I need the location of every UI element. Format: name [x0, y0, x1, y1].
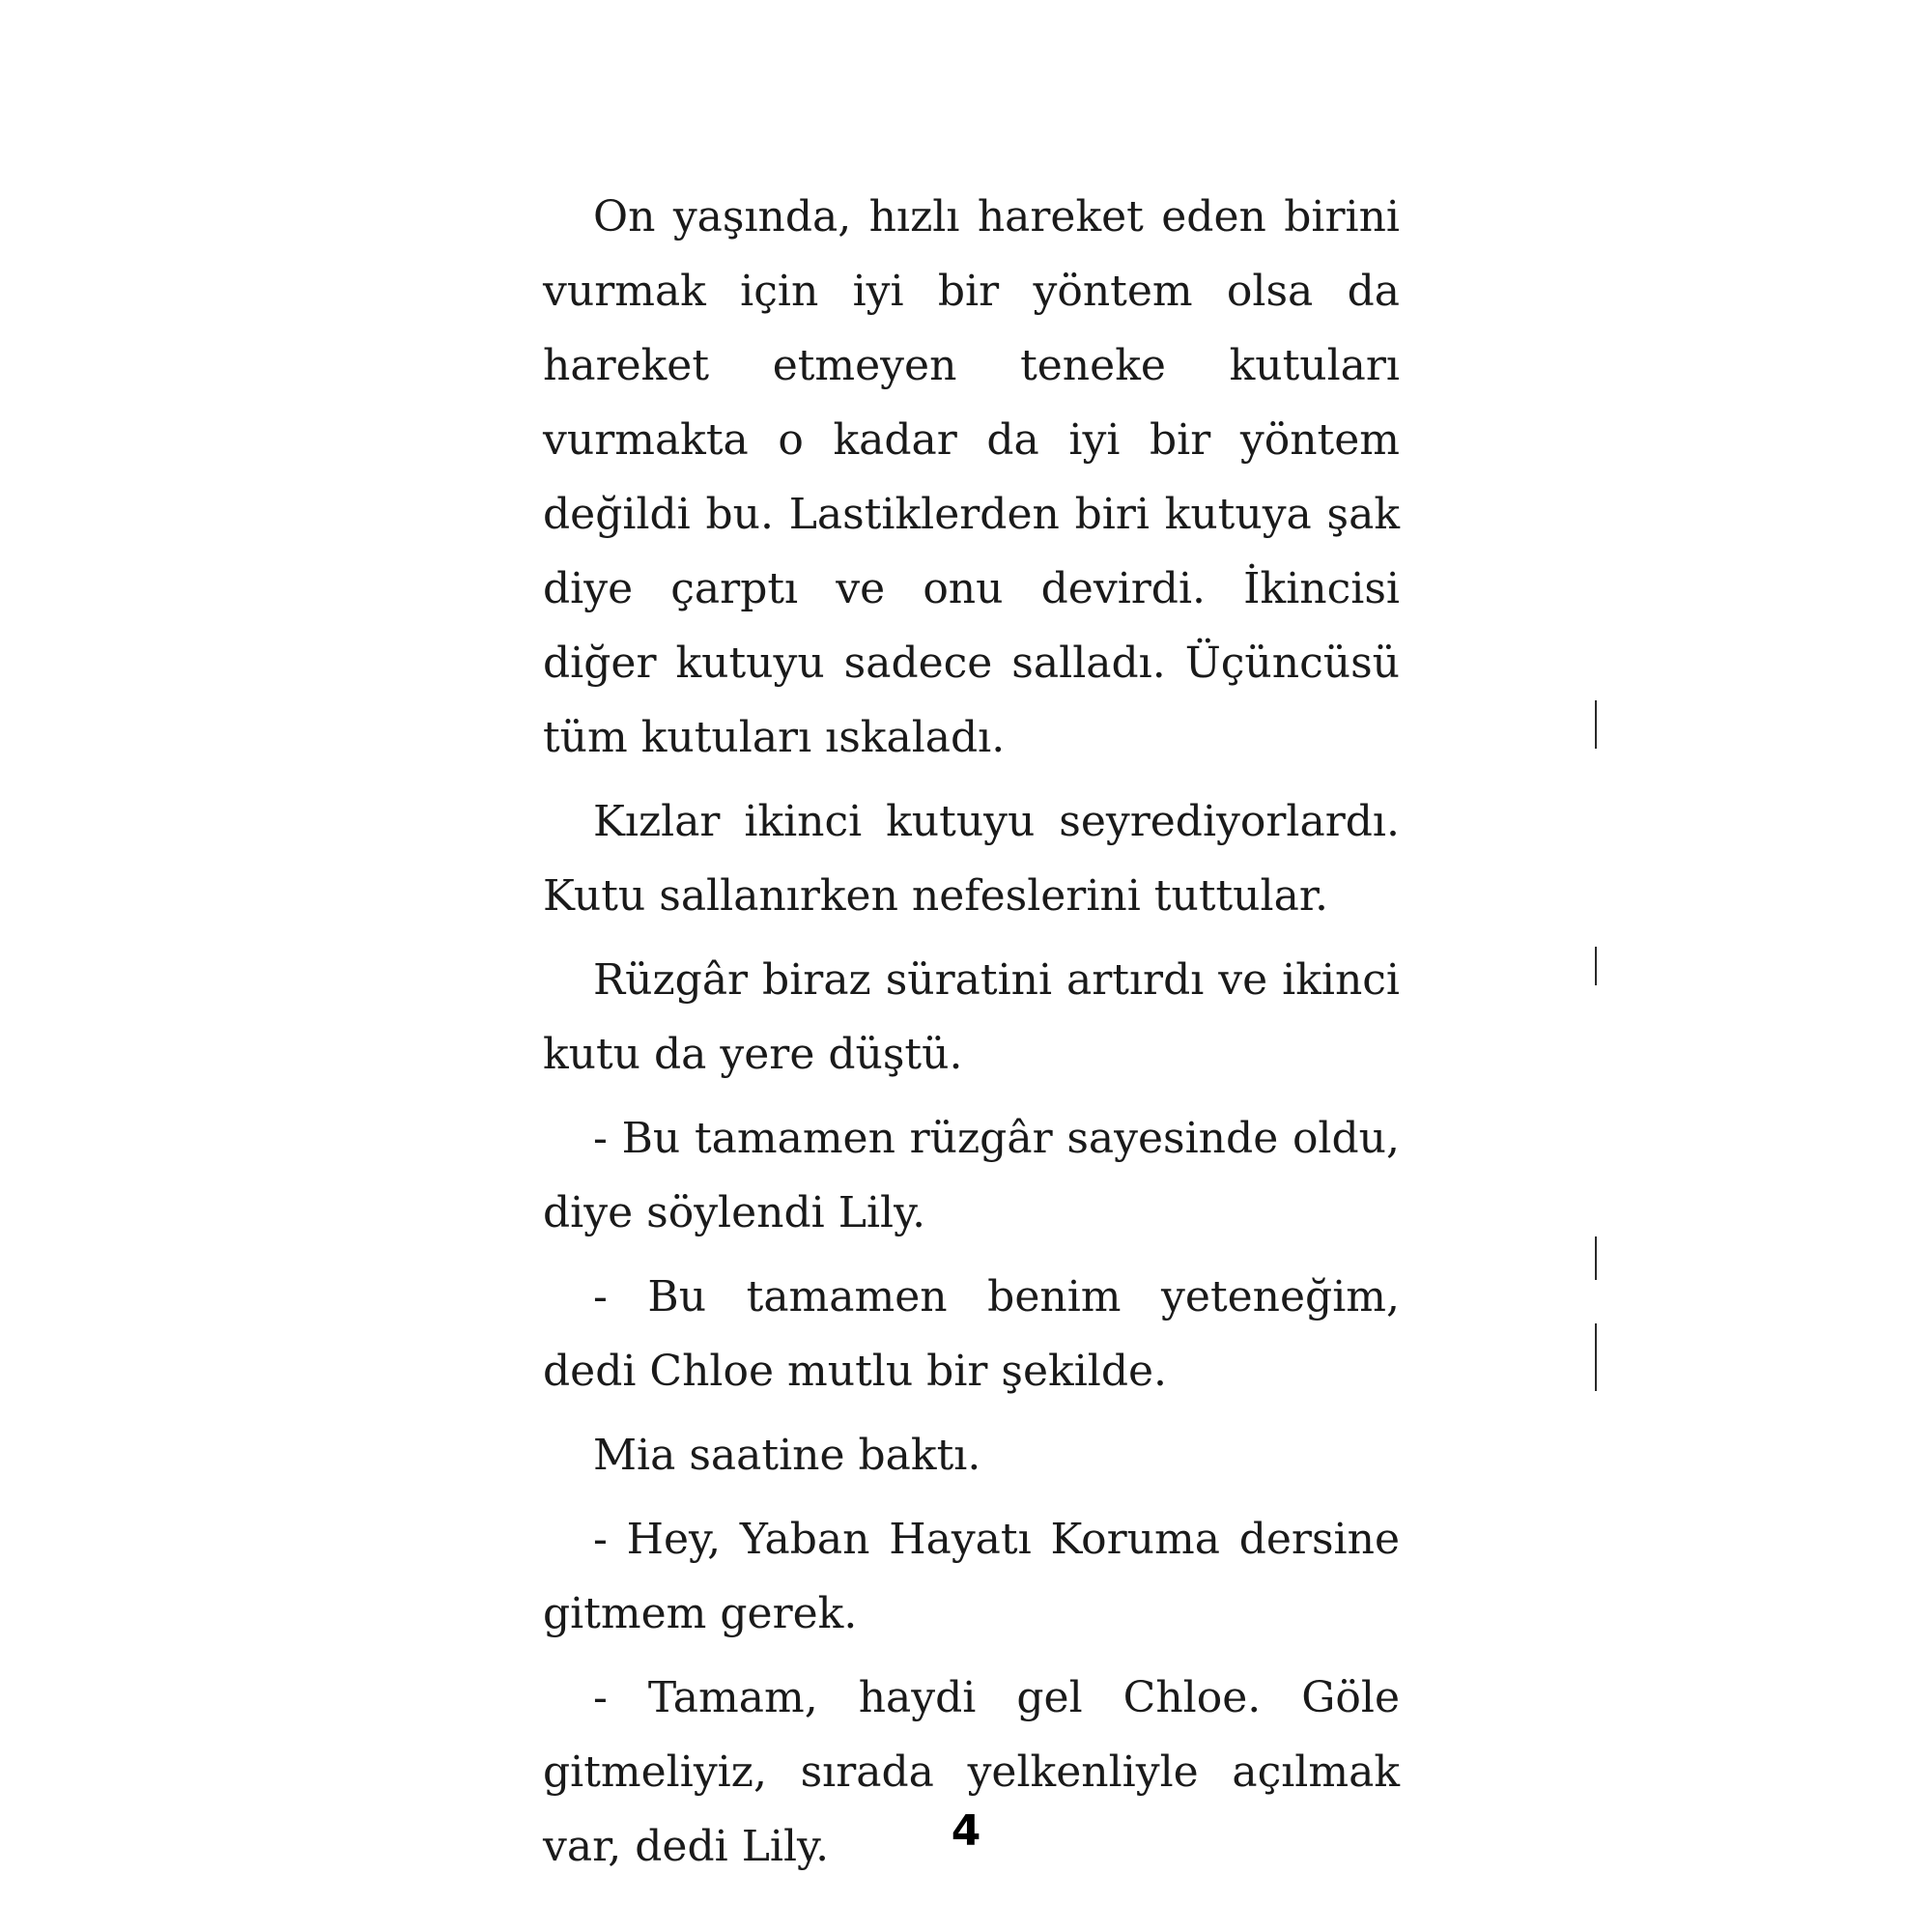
- paragraph-4: - Bu tamamen rüzgâr sayesinde oldu, diye söylendi Lily.: [543, 1114, 1400, 1237]
- paragraph-6: Mia saatine baktı.: [593, 1431, 981, 1480]
- page-number: 4: [951, 1806, 981, 1856]
- scan-edge-mark: [1595, 947, 1597, 985]
- scan-edge-mark: [1595, 1323, 1597, 1391]
- page-body-text: [543, 180, 1400, 1893]
- paragraph-7: - Hey, Yaban Hayatı Koruma dersine gitmem gerek.: [543, 1515, 1400, 1638]
- paragraph-5: - Bu tamamen benim yeteneğim, dedi Chloe mutlu bir şekilde.: [543, 1272, 1400, 1396]
- scan-edge-mark: [1595, 700, 1597, 749]
- paragraph-1: On yaşında, hızlı hareket eden birini vurmak için iyi bir yöntem olsa da hareket etmeyen teneke kutuları vurmakta o kadar da iyi bir yöntem değildi bu. Lastiklerden biri kutuya şak diye çarptı ve onu devirdi. İkincisi diğer kutuyu sadece salladı. Üçüncüsü tüm kutuları ıskaladı.: [543, 192, 1400, 762]
- paragraph-3: Rüzgâr biraz süratini artırdı ve ikinci kutu da yere düştü.: [543, 955, 1400, 1079]
- scan-edge-mark: [1595, 1236, 1597, 1280]
- paragraph-2: Kızlar ikinci kutuyu seyrediyorlardı. Kutu sallanırken nefeslerini tuttular.: [543, 797, 1400, 921]
- paragraph-8: - Tamam, haydi gel Chloe. Göle gitmeliyiz, sırada yelkenliyle açılmak var, dedi Lily.: [543, 1673, 1400, 1871]
